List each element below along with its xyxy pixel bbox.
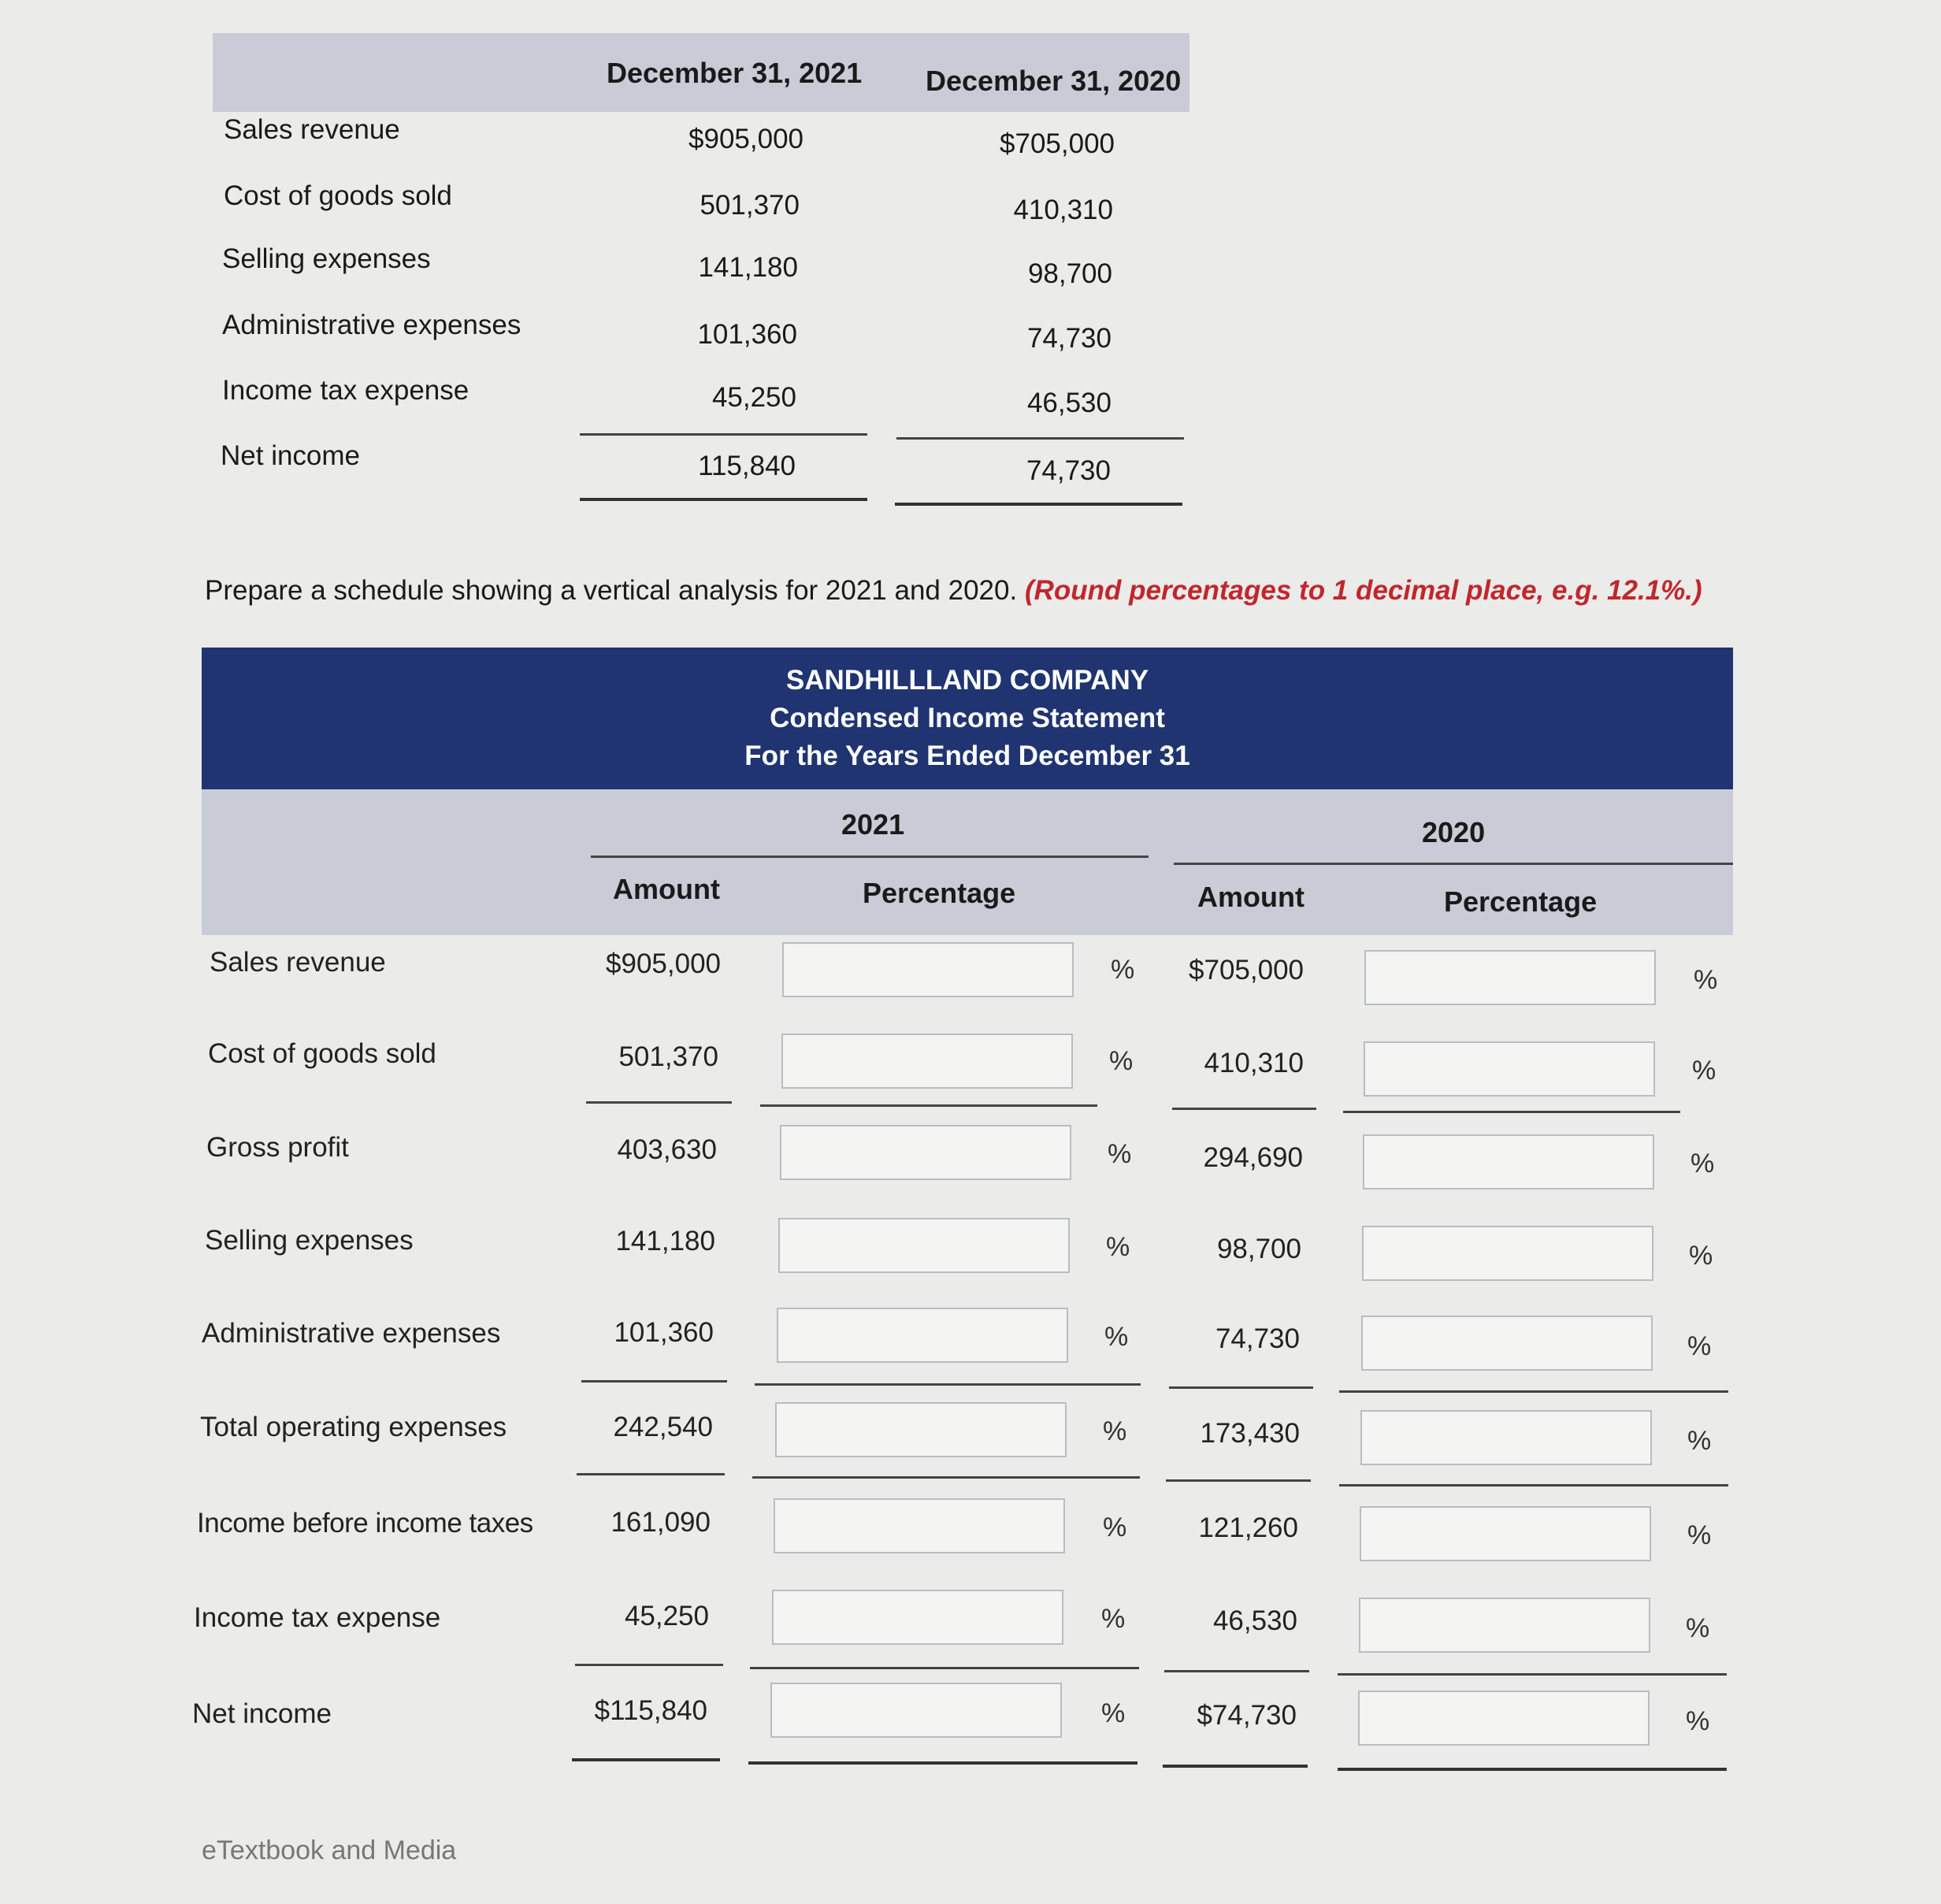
top-row-label: Sales revenue: [224, 114, 400, 145]
year-2021-rule: [591, 856, 1149, 858]
pct-2021-input[interactable]: [777, 1308, 1068, 1363]
top-row-label: Cost of goods sold: [224, 180, 452, 211]
percent-sign: %: [1106, 1232, 1130, 1262]
subtotal-rule: [1164, 1670, 1309, 1672]
amount-2020: 173,430: [1200, 1418, 1300, 1449]
amount-2020: 98,700: [1216, 1234, 1301, 1264]
pct-2020-input[interactable]: [1361, 1316, 1653, 1371]
top-row-2021: 501,370: [700, 190, 800, 221]
row-label-admin-expenses: Administrative expenses: [202, 1318, 501, 1349]
percent-sign: %: [1686, 1613, 1710, 1643]
pct-2020-input[interactable]: [1358, 1691, 1650, 1746]
pct-2020-input[interactable]: [1360, 1506, 1651, 1561]
top-row-2021: $905,000: [688, 124, 803, 154]
year-2020-rule: [1174, 863, 1733, 865]
pct-2020-input[interactable]: [1363, 1134, 1654, 1190]
amount-2021: 45,250: [624, 1601, 709, 1631]
amount-2020: 294,690: [1203, 1142, 1303, 1173]
top-row-2021: 45,250: [711, 382, 796, 413]
company-name: SANDHILLLAND COMPANY: [785, 665, 1149, 696]
instruction: [205, 575, 1702, 607]
subtotal-rule: [1338, 1673, 1727, 1676]
top-row-label: Net income: [221, 440, 361, 471]
amount-2021: 101,360: [614, 1317, 714, 1348]
subtotal-rule: [1339, 1484, 1728, 1486]
amount-2020: $705,000: [1189, 955, 1304, 985]
percent-sign: %: [1103, 1512, 1127, 1542]
pct-2021-input[interactable]: [782, 942, 1074, 997]
amount-2021: 501,370: [618, 1041, 718, 1072]
top-row-label: Administrative expenses: [222, 310, 521, 340]
amount-2020: 74,730: [1215, 1323, 1300, 1354]
subtotal-rule: [760, 1104, 1097, 1107]
statement-title: Condensed Income Statement: [770, 703, 1165, 733]
amount-2021-header: Amount: [613, 873, 720, 905]
pct-2020-input[interactable]: [1364, 950, 1656, 1005]
amount-2020-header: Amount: [1197, 881, 1305, 913]
percentage-2021-header: Percentage: [863, 877, 1016, 909]
row-label-total-operating-expenses: Total operating expenses: [200, 1412, 507, 1442]
amount-2021: 141,180: [615, 1226, 715, 1256]
subtotal-rule: [1166, 1479, 1311, 1482]
year-2021-header: 2021: [841, 808, 905, 841]
subtotal-rule: [1169, 1386, 1313, 1389]
percent-sign: %: [1104, 1322, 1129, 1352]
amount-2021: $115,840: [594, 1695, 707, 1726]
total-rule: [1163, 1765, 1308, 1768]
row-label-income-before-taxes: Income before income taxes: [197, 1508, 533, 1538]
subtotal-rule: [1343, 1111, 1680, 1113]
row-label-income-tax-expense: Income tax expense: [194, 1602, 441, 1633]
subtotal-rule: [586, 1101, 732, 1104]
top-row-2021: 115,840: [698, 451, 796, 481]
total-rule: [895, 503, 1182, 506]
percent-sign: %: [1111, 955, 1135, 985]
total-rule: [1338, 1768, 1727, 1771]
pct-2020-input[interactable]: [1360, 1410, 1652, 1465]
amount-2021: 403,630: [617, 1134, 717, 1165]
amount-2021: $905,000: [606, 948, 721, 979]
row-label-gross-profit: Gross profit: [206, 1132, 349, 1163]
statement-period: For the Years Ended December 31: [744, 740, 1190, 771]
percentage-2020-header: Percentage: [1444, 885, 1598, 918]
percent-sign: %: [1108, 1139, 1132, 1169]
top-row-2020: $705,000: [1000, 128, 1115, 159]
pct-2020-input[interactable]: [1362, 1226, 1653, 1281]
subtotal-rule: [577, 1473, 725, 1475]
amount-2021: 161,090: [611, 1507, 711, 1538]
subtotal-rule: [581, 1380, 727, 1383]
percent-sign: %: [1694, 965, 1718, 995]
top-row-2020: 74,730: [1026, 323, 1112, 354]
percent-sign: %: [1692, 1056, 1716, 1086]
subtotal-rule: [896, 437, 1184, 440]
top-row-2021: 101,360: [697, 319, 797, 350]
top-col-2020-header: December 31, 2020: [926, 65, 1182, 97]
amount-2020: $74,730: [1197, 1700, 1297, 1731]
pct-2021-input[interactable]: [772, 1590, 1063, 1645]
instruction-text: Prepare a schedule showing a vertical analysis for 2021 and 2020.: [205, 575, 1018, 606]
percent-sign: %: [1686, 1706, 1710, 1736]
top-row-2020: 74,730: [1026, 455, 1111, 486]
amount-2020: 121,260: [1198, 1512, 1298, 1543]
percent-sign: %: [1101, 1604, 1126, 1634]
schedule-banner: [202, 648, 1733, 789]
pct-2021-input[interactable]: [781, 1034, 1073, 1089]
top-col-2021-header: December 31, 2021: [607, 57, 863, 89]
pct-2020-input[interactable]: [1359, 1598, 1650, 1653]
top-row-label: Selling expenses: [222, 243, 431, 274]
pct-2020-input[interactable]: [1364, 1041, 1655, 1097]
percent-sign: %: [1689, 1241, 1713, 1271]
subtotal-rule: [580, 433, 867, 436]
percent-sign: %: [1687, 1426, 1712, 1456]
top-row-2021: 141,180: [698, 252, 798, 283]
row-label-cogs: Cost of goods sold: [208, 1038, 436, 1069]
amount-2020: 410,310: [1204, 1048, 1304, 1078]
total-rule: [748, 1761, 1138, 1765]
percent-sign: %: [1690, 1149, 1715, 1178]
pct-2021-input[interactable]: [780, 1125, 1071, 1180]
percent-sign: %: [1687, 1520, 1712, 1550]
pct-2021-input[interactable]: [775, 1402, 1067, 1457]
subtotal-rule: [575, 1664, 723, 1666]
percent-sign: %: [1101, 1698, 1126, 1728]
total-rule: [580, 498, 867, 501]
amount-2021: 242,540: [613, 1412, 713, 1442]
pct-2021-input[interactable]: [778, 1218, 1070, 1273]
subtotal-rule: [752, 1476, 1140, 1479]
subtotal-rule: [1339, 1390, 1728, 1393]
subtotal-rule: [755, 1383, 1141, 1386]
subtotal-rule: [750, 1667, 1139, 1669]
year-2020-header: 2020: [1422, 816, 1486, 848]
percent-sign: %: [1109, 1046, 1134, 1076]
instruction-note: (Round percentages to 1 decimal place, e.g. 12.1%.): [1024, 575, 1702, 606]
total-rule: [572, 1758, 720, 1761]
percent-sign: %: [1103, 1416, 1127, 1446]
etextbook-link[interactable]: eTextbook and Media: [202, 1835, 457, 1865]
top-row-2020: 410,310: [1013, 195, 1113, 225]
pct-2021-input[interactable]: [770, 1683, 1062, 1738]
top-row-label: Income tax expense: [222, 375, 469, 406]
row-label-sales-revenue: Sales revenue: [210, 947, 386, 978]
row-label-net-income: Net income: [192, 1698, 332, 1729]
subtotal-rule: [1172, 1108, 1316, 1110]
top-row-2020: 46,530: [1026, 388, 1112, 418]
percent-sign: %: [1687, 1331, 1712, 1361]
row-label-selling-expenses: Selling expenses: [205, 1225, 414, 1256]
pct-2021-input[interactable]: [774, 1498, 1065, 1553]
top-row-2020: 98,700: [1027, 258, 1112, 289]
amount-2020: 46,530: [1212, 1605, 1297, 1636]
